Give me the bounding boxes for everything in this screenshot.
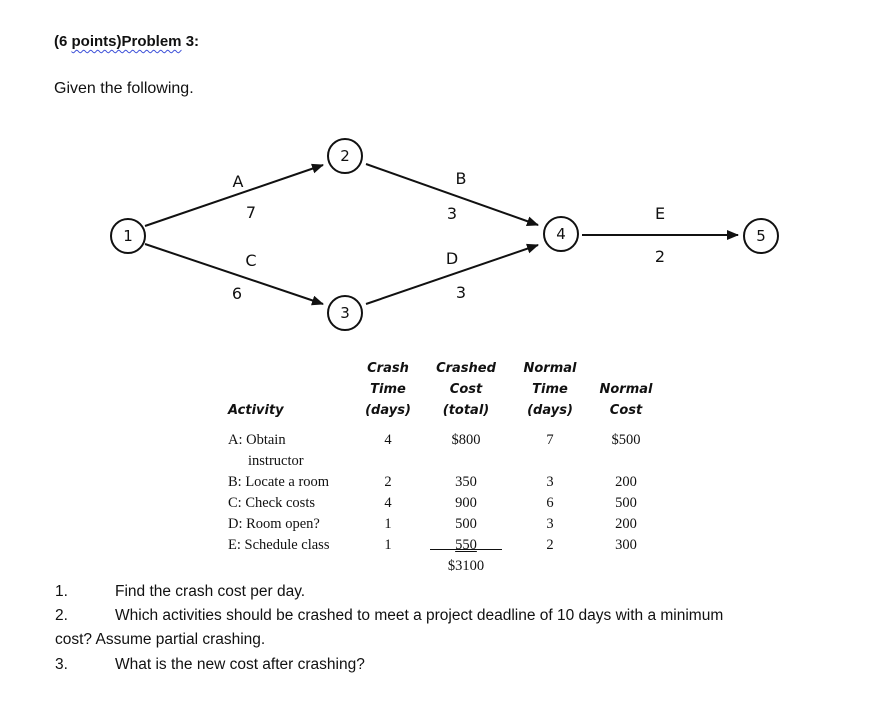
question-2-text-cont: cost? Assume partial crashing. bbox=[55, 631, 266, 648]
row-d-crash-time: 1 bbox=[384, 516, 392, 532]
question-2-number: 2. bbox=[55, 607, 68, 624]
svg-text:2: 2 bbox=[340, 147, 350, 165]
svg-text:4: 4 bbox=[556, 225, 566, 243]
row-d-normal-time: 3 bbox=[546, 516, 554, 532]
svg-text:1: 1 bbox=[123, 227, 133, 245]
row-e-crash-time: 1 bbox=[384, 537, 392, 553]
node-2 bbox=[328, 139, 362, 173]
question-2-text: Which activities should be crashed to meet a project deadline of 10 days with a minimum bbox=[115, 607, 724, 624]
header-normal-time: Normal Time (days) bbox=[523, 361, 577, 418]
row-c-activity: C: Check costs bbox=[228, 495, 315, 511]
row-a-crashed-cost: $800 bbox=[451, 432, 481, 448]
question-1-number: 1. bbox=[55, 583, 68, 600]
label-e-duration: 2 bbox=[654, 247, 666, 266]
row-a-activity-cont: instructor bbox=[248, 453, 304, 469]
row-d-crashed-cost: 500 bbox=[455, 516, 477, 532]
label-b-activity: B bbox=[455, 169, 467, 188]
header-activity: Activity bbox=[228, 403, 284, 418]
node-4 bbox=[544, 217, 578, 251]
node-3 bbox=[328, 296, 362, 330]
label-d-activity: D bbox=[445, 249, 459, 268]
label-a-activity: A bbox=[232, 172, 244, 191]
row-b-activity: B: Locate a room bbox=[228, 474, 330, 490]
crashed-cost-total: $3100 bbox=[447, 558, 485, 574]
row-a-activity: A: Obtain bbox=[228, 432, 286, 448]
row-b-crashed-cost: 350 bbox=[455, 474, 477, 490]
problem-title: (6 points)Problem 3: bbox=[54, 33, 200, 50]
row-c-normal-time: 6 bbox=[546, 495, 554, 511]
question-3-number: 3. bbox=[55, 656, 68, 673]
row-a-normal-cost: $500 bbox=[611, 432, 641, 448]
row-e-crashed-cost: 550 bbox=[455, 537, 477, 553]
question-1-text: Find the crash cost per day. bbox=[115, 583, 306, 600]
header-crash-time: Crash Time (days) bbox=[365, 361, 411, 418]
title-spellcheck-underlined: points)Problem bbox=[71, 33, 182, 50]
header-normal-cost: Normal Cost bbox=[599, 382, 653, 418]
row-c-crashed-cost: 900 bbox=[455, 495, 477, 511]
row-e-normal-time: 2 bbox=[546, 537, 554, 553]
question-3-text: What is the new cost after crashing? bbox=[115, 656, 365, 673]
row-a-crash-time: 4 bbox=[384, 432, 392, 448]
intro-text: Given the following. bbox=[54, 80, 194, 97]
svg-text:5: 5 bbox=[756, 227, 766, 245]
row-c-crash-time: 4 bbox=[384, 495, 392, 511]
label-a-duration: 7 bbox=[245, 203, 257, 222]
row-b-normal-time: 3 bbox=[546, 474, 554, 490]
row-e-activity: E: Schedule class bbox=[228, 537, 330, 553]
row-a-normal-time: 7 bbox=[546, 432, 554, 448]
row-d-activity: D: Room open? bbox=[228, 516, 320, 532]
label-c-activity: C bbox=[245, 251, 257, 270]
label-e-activity: E bbox=[654, 204, 666, 223]
label-c-duration: 6 bbox=[231, 284, 243, 303]
row-d-normal-cost: 200 bbox=[615, 516, 637, 532]
label-d-duration: 3 bbox=[455, 283, 467, 302]
row-e-normal-cost: 300 bbox=[615, 537, 637, 553]
svg-text:3: 3 bbox=[340, 304, 350, 322]
label-b-duration: 3 bbox=[446, 204, 458, 223]
row-b-crash-time: 2 bbox=[384, 474, 392, 490]
header-crashed-cost: Crashed Cost (total) bbox=[436, 361, 496, 418]
total-rule bbox=[430, 549, 502, 550]
row-b-normal-cost: 200 bbox=[615, 474, 637, 490]
node-1 bbox=[111, 219, 145, 253]
node-5 bbox=[744, 219, 778, 253]
row-c-normal-cost: 500 bbox=[615, 495, 637, 511]
